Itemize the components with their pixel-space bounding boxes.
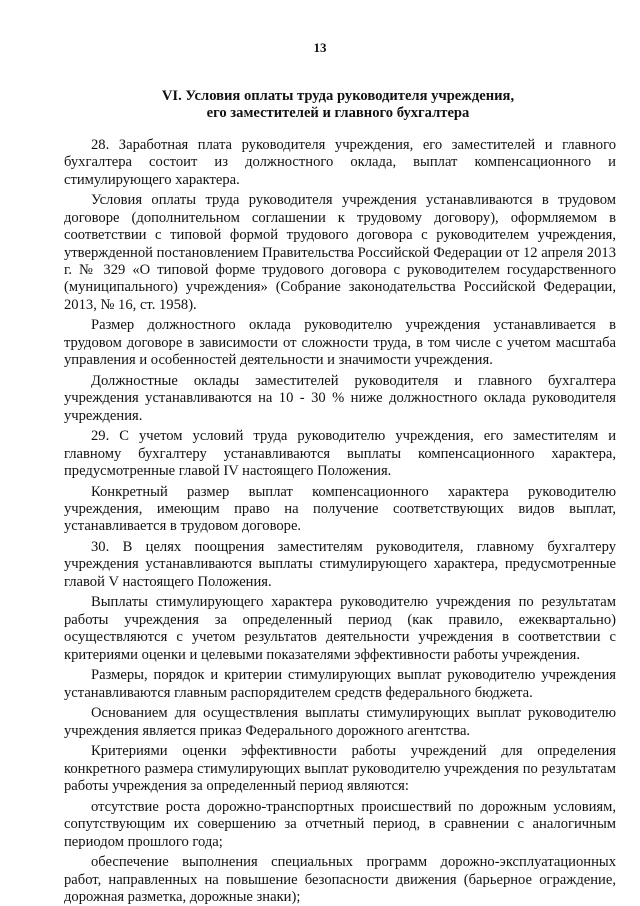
paragraph-incentive-basis: Основанием для осуществления выплаты стимулирующих выплат руководителю учреждения является приказ Федерального дорожного агентства. [64, 705, 616, 739]
paragraph-incentive-criteria: Размеры, порядок и критерии стимулирующих выплат руководителю учреждения устанавливаются главным распорядителем средств федерального бюджета. [64, 667, 616, 701]
paragraph-salary-size: Размер должностного оклада руководителю учреждения устанавливается в трудовом договоре в зависимости от сложности труда, в том числе с учетом масштаба управления и особенностей деятельности и значимости учреждения. [64, 317, 616, 369]
paragraph-28: 28. Заработная плата руководителя учреждения, его заместителей и главного бухгалтера состоит из должностного оклада, выплат компенсационного и стимулирующего характера. [64, 137, 616, 188]
paragraph-efficiency-criteria: Критериями оценки эффективности работы учреждений для определения конкретного размера стимулирующих выплат руководителю учреждения по результатам работы учреждения за определенный период являются: [64, 743, 616, 795]
section-title-line-1: VI. Условия оплаты труда руководителя учреждения, [161, 88, 515, 104]
paragraph-30: 30. В целях поощрения заместителям руководителя, главному бухгалтеру учреждения устанавливаются выплаты стимулирующего характера, предусмотренные главой V настоящего Положения. [64, 539, 616, 590]
section-title [60, 88, 616, 122]
section-title-line-2: его заместителей и главного бухгалтера [206, 105, 470, 121]
paragraph-criterion-accidents: отсутствие роста дорожно-транспортных происшествий по дорожным условиям, сопутствующим их совершению за отчетный период, в сравнении с аналогичным периодом прошлого года; [64, 798, 616, 850]
document-body [64, 137, 616, 906]
paragraph-incentive-payments: Выплаты стимулирующего характера руководителю учреждения по результатам работы учреждения за определенный период (как правило, ежеквартально) осуществляются с учетом результатов деятельности учреждения в соответствии с критериями оценки и целевыми показателями эффективности работы учреждения. [64, 594, 616, 663]
paragraph-criterion-programs: обеспечение выполнения специальных программ дорожно-эксплуатационных работ, направленных на повышение безопасности движения (барьерное ограждение, дорожная разметка, дорожные знаки); [64, 854, 616, 905]
paragraph-29: 29. С учетом условий труда руководителю учреждения, его заместителям и главному бухгалтеру устанавливаются выплаты компенсационного характера, предусмотренные главой IV настоящего Положения. [64, 428, 616, 480]
paragraph-labor-conditions: Условия оплаты труда руководителя учреждения устанавливаются в трудовом договоре (дополнительном соглашении к трудовому договору), оформляемом в соответствии с типовой формой трудового договора с руководителем учреждения, утвержденной постановлением Правительства Российской Федерации от 12 апреля 2013 г. № 329 «О типовой форме трудового договора с руководителем государственного (муниципального) учреждения» (Собрание законодательства Российской Федерации, 2013, № 16, ст. 1958). [64, 192, 616, 313]
page-number: 13 [313, 40, 327, 55]
paragraph-compensation-size: Конкретный размер выплат компенсационного характера руководителю учреждения, имеющим право на получение соответствующих видов выплат, устанавливается в трудовом договоре. [64, 483, 616, 535]
paragraph-deputy-salaries: Должностные оклады заместителей руководителя и главного бухгалтера учреждения устанавливаются на 10 - 30 % ниже должностного оклада руководителя учреждения. [64, 372, 616, 424]
